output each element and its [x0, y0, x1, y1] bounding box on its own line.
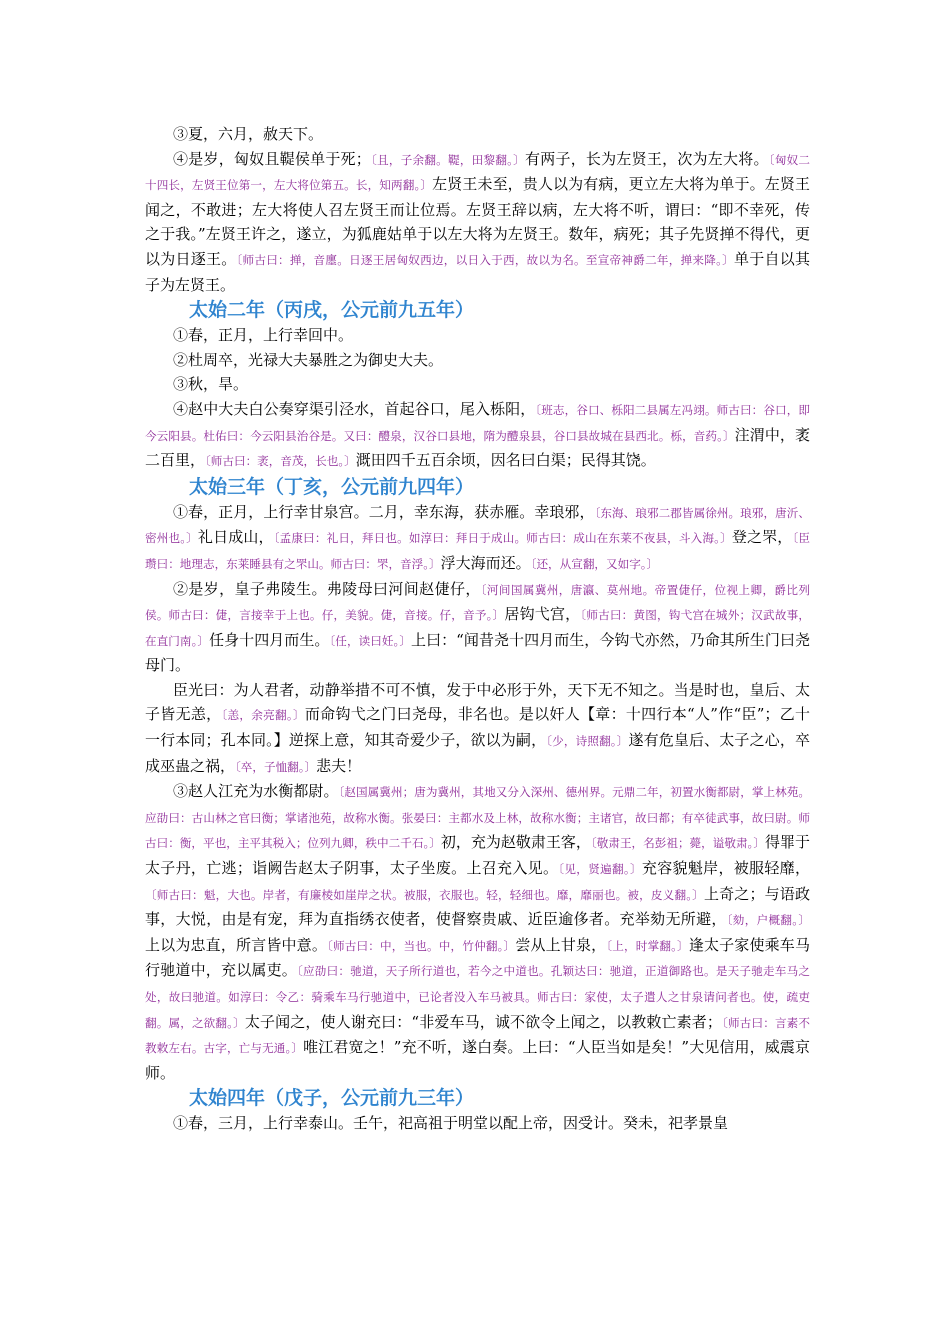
paragraph — [145, 500, 810, 577]
body-text: 居钩弋宫， — [504, 605, 581, 624]
annotation-note: 〔班志，谷口、栎阳二县属左冯翊。师古曰：谷口，即今云阳县。杜佑曰：今云阳县治谷是。又曰：醴泉，汉谷口县地，隋为醴泉县，谷口县故城在县西北。栎，音药。〕 — [145, 402, 810, 443]
paragraph — [145, 577, 810, 678]
body-text: ④是岁，匈奴且鞮侯单于死； — [173, 149, 371, 168]
body-text: 礼日成山， — [197, 528, 274, 547]
body-text: 上奇之；与语政事，大悦，由是有宠，拜为直指绣衣使者，使督察贵戚、近臣逾侈者。充举劾无所避， — [145, 884, 810, 929]
body-text: ②杜周卒，光禄大夫暴胜之为御史大夫。 — [173, 350, 444, 369]
body-text: 充容貌魁岸，被服轻靡， — [641, 859, 810, 878]
body-text: 遂有危皇后、太子之心，卒成巫蛊之祸， — [145, 731, 810, 775]
annotation-note: 〔师古曰：魁，大也。岸者，有廉棱如崖岸之状。被服，衣服也。轻，轻细也。靡，靡丽也。被，皮义翻。〕 — [145, 887, 704, 902]
paragraph — [145, 397, 810, 474]
body-text: 任身十四月而生。 — [209, 630, 330, 649]
annotation-note: 〔师古曰：中，当也。中，竹仲翻。〕 — [327, 938, 516, 953]
annotation-note: 〔东海、琅邪二郡皆属徐州。琅邪，唐沂、密州也。〕 — [145, 505, 810, 546]
paragraph — [145, 372, 810, 397]
annotation-note: 〔赵国属冀州；唐为冀州，其地又分入深州、德州界。元鼎二年，初置水衡都尉，掌上林苑。应劭曰：古山林之官曰衡；掌诸池苑，故称水衡。张晏曰：主都水及上林，故称水衡；主诸官，故曰都；有卒徒武事，故曰尉。师古曰：衡，平也，主平其税入；位列九卿，秩中二千石。〕 — [145, 785, 810, 851]
body-text: ①春，正月，上行幸回中。 — [173, 326, 354, 345]
paragraph — [145, 779, 810, 1085]
body-text: 得罪于太子丹，亡逃；诣阙告赵太子阴事，太子坐废。上召充入见。 — [145, 833, 810, 878]
document-page — [145, 122, 810, 1136]
body-text: 上曰：“闻昔尧十四月而生，今钩弋亦然，乃命其所生门曰尧母门。 — [145, 630, 810, 675]
body-text: 初，充为赵敬肃王客， — [440, 833, 591, 852]
body-text: ③赵人江充为水衡都尉。 — [173, 782, 339, 801]
year-heading: 太始二年（丙戌，公元前九五年） — [189, 299, 475, 322]
body-text: 溉田四千五百余顷，因名曰白渠；民得其饶。 — [355, 451, 656, 470]
annotation-note: 〔孟康曰：礼日，拜日也。如淳曰：拜日于成山。师古曰：成山在东莱不夜县，斗入海。〕 — [273, 531, 732, 546]
body-text: 单于自以其子为左贤王。 — [145, 249, 810, 294]
annotation-note: 〔上，时掌翻。〕 — [606, 938, 689, 953]
body-text: 尝从上甘泉， — [515, 935, 607, 954]
annotation-note: 〔卒，子恤翻。〕 — [235, 759, 317, 774]
annotation-note: 〔敬肃王，名彭祖；薨，谥敬肃。〕 — [590, 836, 765, 851]
body-text: 唯江君宽之！”充不听，遂白奏。上曰：“人臣当如是矣！”大见信用，威震京师。 — [145, 1038, 810, 1082]
annotation-note: 〔见，贤遍翻。〕 — [558, 862, 642, 877]
annotation-note: 〔应劭曰：驰道，天子所行道也，若今之中道也。孔颖达曰：驰道，正道御路也。是天子驰走车马之处，故曰驰道。如淳曰：令乙：骑乘车马行驰道中，已论者没入车马被具。师古曰：家使，太子遣人之甘泉请问者也。使，疏吏翻。属，之欲翻。〕 — [145, 964, 810, 1030]
annotation-note: 〔劾，户概翻。〕 — [726, 913, 810, 928]
paragraph — [145, 678, 810, 779]
annotation-note: 〔任，读曰妊。〕 — [329, 633, 412, 648]
year-heading: 太始四年（戊子，公元前九三年） — [189, 1087, 475, 1110]
body-text: 有两子，长为左贤王，次为左大将。 — [525, 149, 769, 168]
body-text: 注渭中，袤二百里， — [145, 425, 810, 470]
annotation-note: 〔臣瓒曰：地理志，东莱睡县有之罘山。师古曰：罘，音浮。〕 — [145, 531, 810, 571]
annotation-note: 〔且，子余翻。鞮，田黎翻。〕 — [370, 152, 525, 167]
body-text: ③夏，六月，赦天下。 — [173, 125, 324, 143]
body-text: 左贤王未至，贵人以为有病，更立左大将为单于。左贤王闻之，不敢进；左大将使人召左贤王而让位焉。左贤王辞以病，左大将不听，谓曰：“即不幸死，传之于我。”左贤王许之，遂立，为狐鹿姑单于以左大将为左贤王。数年，病死；其子先贤掸不得代，更以为日逐王。 — [145, 175, 810, 268]
body-text: 上以为忠直，所言皆中意。 — [145, 935, 327, 954]
paragraph — [145, 122, 810, 147]
paragraph — [145, 1111, 810, 1136]
body-text: ①春，正月，上行幸甘泉宫。二月，幸东海，获赤雁。幸琅邪， — [173, 502, 595, 521]
body-text: 浮大海而还。 — [440, 553, 531, 572]
annotation-note: 〔恙，余亮翻。〕 — [221, 708, 305, 723]
body-text: 悲夫！ — [316, 756, 362, 775]
body-text: ③秋，旱。 — [173, 375, 249, 394]
body-text: 而命钩弋之门曰尧母，非名也。是以奸人【章：十四行本“人”作“臣”；乙十一行本同；孔本同。】逆探上意，知其奇爱少子，欲以为嗣， — [145, 705, 810, 750]
body-text: ①春，三月，上行幸泰山。壬午，祀高祖于明堂以配上帝，因受计。癸未，祀孝景皇 — [173, 1114, 729, 1133]
year-heading: 太始三年（丁亥，公元前九四年） — [189, 475, 475, 498]
annotation-note: 〔还，从宣翻，又如字。〕 — [530, 556, 659, 571]
annotation-note: 〔师古曰：言素不教敕左右。古字，亡与无通。〕 — [145, 1015, 811, 1056]
paragraph — [145, 147, 810, 298]
paragraph — [145, 323, 810, 348]
body-text: ④赵中大夫白公奏穿渠引泾水，首起谷口，尾入栎阳， — [173, 399, 536, 418]
annotation-note: 〔少，诗照翻。〕 — [546, 734, 629, 749]
annotation-note: 〔匈奴二十四长，左贤王位第一，左大将位第五。长，知两翻。〕 — [145, 152, 810, 193]
body-text: ②是岁，皇子弗陵生。弗陵母曰河间赵倢仔， — [173, 579, 481, 598]
body-text: 逢太子家使乘车马行驰道中，充以属吏。 — [145, 935, 810, 980]
annotation-note: 〔河间国属冀州，唐瀛、莫州地。帝置倢仔，位视上卿，爵比列侯。师古曰：倢，言接幸于上也。仔，美貌。倢，音接。仔，音予。〕 — [145, 582, 810, 623]
annotation-note: 〔师古曰：袤，音茂，长也。〕 — [205, 454, 356, 469]
body-text: 臣光曰：为人君者，动静举措不可不慎，发于中必形于外，天下无不知之。当是时也，皇后、太子皆无恙， — [145, 680, 810, 724]
body-text: 太子闻之，使人谢充曰：“非爱车马，诚不欲令上闻之，以教敕亡素者； — [244, 1012, 722, 1031]
body-text: 登之罘， — [731, 528, 793, 547]
annotation-note: 〔师古曰：掸，音廛。日逐王居匈奴西边，以日入于西，故以为名。至宣帝神爵二年，掸来降。〕 — [236, 252, 734, 267]
annotation-note: 〔师古曰：黄图，钩弋宫在城外；汉武故事，在直门南。〕 — [145, 608, 810, 648]
paragraph — [145, 348, 810, 373]
